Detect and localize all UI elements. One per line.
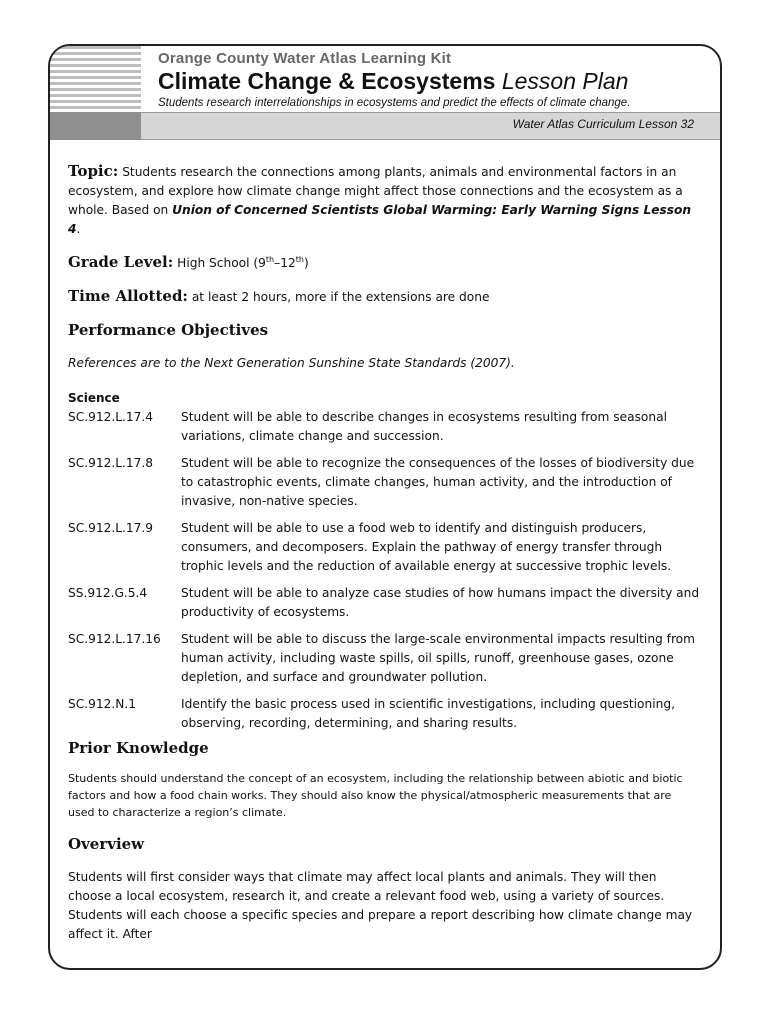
lesson-number: Water Atlas Curriculum Lesson 32 xyxy=(512,117,694,131)
standard-text: Student will be able to recognize the consequences of the losses of biodiversity due to catastrophic events, climate changes, human activity, and the introduction of invasive, non-native species. xyxy=(181,456,695,508)
lesson-title-main: Climate Change & Ecosystems xyxy=(158,68,496,94)
standard-code: SC.912.L.17.4 xyxy=(68,410,154,424)
document-body xyxy=(68,162,700,944)
standard-row xyxy=(68,519,700,576)
grade-level-line xyxy=(68,253,700,273)
overview-heading: Overview xyxy=(68,835,145,853)
kit-title: Orange County Water Atlas Learning Kit xyxy=(158,50,452,67)
overview-text: Students will first consider ways that climate may affect local plants and animals. They will then choose a local ecosystem, research it, and create a relevant food web, using a variety of sources. Students will each choose a specific species and prepare a report describing how climate change may affect it. After xyxy=(68,870,693,941)
standard-code: SS.912.G.5.4 xyxy=(68,586,148,600)
performance-objectives-heading: Performance Objectives xyxy=(68,321,269,339)
time-allotted-text: at least 2 hours, more if the extensions are done xyxy=(191,290,490,304)
grade-level-sup-1: th xyxy=(265,254,275,264)
standard-row xyxy=(68,695,700,733)
prior-knowledge-text: Students should understand the concept of an ecosystem, including the relationship between abiotic and biotic factors and how a food chain works. They should also know the physical/atmospheric measurements that are used to characterize a region’s climate. xyxy=(68,772,683,819)
topic-end: . xyxy=(76,222,81,236)
standard-code: SC.912.N.1 xyxy=(68,697,137,711)
lesson-subtitle: Students research interrelationships in ecosystems and predict the effects of climate change. xyxy=(158,97,631,109)
standard-row xyxy=(68,408,700,446)
topic-label: Topic: xyxy=(68,162,119,180)
grade-level-mid: –12 xyxy=(274,256,296,270)
standard-code: SC.912.L.17.16 xyxy=(68,632,161,646)
standards-reference: References are to the Next Generation Sunshine State Standards (2007). xyxy=(68,356,515,370)
time-allotted-label: Time Allotted: xyxy=(68,287,188,305)
grade-level-suffix: ) xyxy=(303,256,309,270)
standard-text: Student will be able to use a food web to identify and distinguish producers, consumers, and decomposers. Explain the pathway of energy transfer through trophic levels and the reduction of available energy at successive trophic levels. xyxy=(181,521,672,573)
standard-text: Student will be able to analyze case studies of how humans impact the diversity and productivity of ecosystems. xyxy=(181,586,700,619)
lesson-title xyxy=(158,68,628,95)
time-allotted-line xyxy=(68,287,700,307)
standard-row xyxy=(68,584,700,622)
grade-level-label: Grade Level: xyxy=(68,253,174,271)
standard-text: Identify the basic process used in scientific investigations, including questioning, observing, recording, determining, and sharing results. xyxy=(181,697,675,730)
standard-row xyxy=(68,454,700,511)
standard-code: SC.912.L.17.8 xyxy=(68,456,154,470)
grade-level-prefix: High School (9 xyxy=(177,256,266,270)
prior-knowledge-heading: Prior Knowledge xyxy=(68,739,209,757)
standard-row xyxy=(68,630,700,687)
standard-text: Student will be able to discuss the large-scale environmental impacts resulting from human activity, including waste spills, oil spills, runoff, greenhouse gases, ozone depletion, and surface and groundwater pollution. xyxy=(181,632,696,684)
topic-paragraph xyxy=(68,162,700,239)
standard-text: Student will be able to describe changes in ecosystems resulting from seasonal variations, climate change and succession. xyxy=(181,410,667,443)
science-label: Science xyxy=(68,391,120,405)
standard-code: SC.912.L.17.9 xyxy=(68,521,154,535)
topic-source: Union of Concerned Scientists Global Warming: Early Warning Signs Lesson 4 xyxy=(68,203,692,236)
header-stripes-dark-decoration xyxy=(50,112,141,140)
topic-text: Students research the connections among plants, animals and environmental factors in an ecosystem, and explore how climate change might affect those connections and the ecosystem as a whole. Based on xyxy=(68,165,683,217)
lesson-title-suffix: Lesson Plan xyxy=(501,68,629,94)
grade-level-sup-2: th xyxy=(295,254,304,264)
